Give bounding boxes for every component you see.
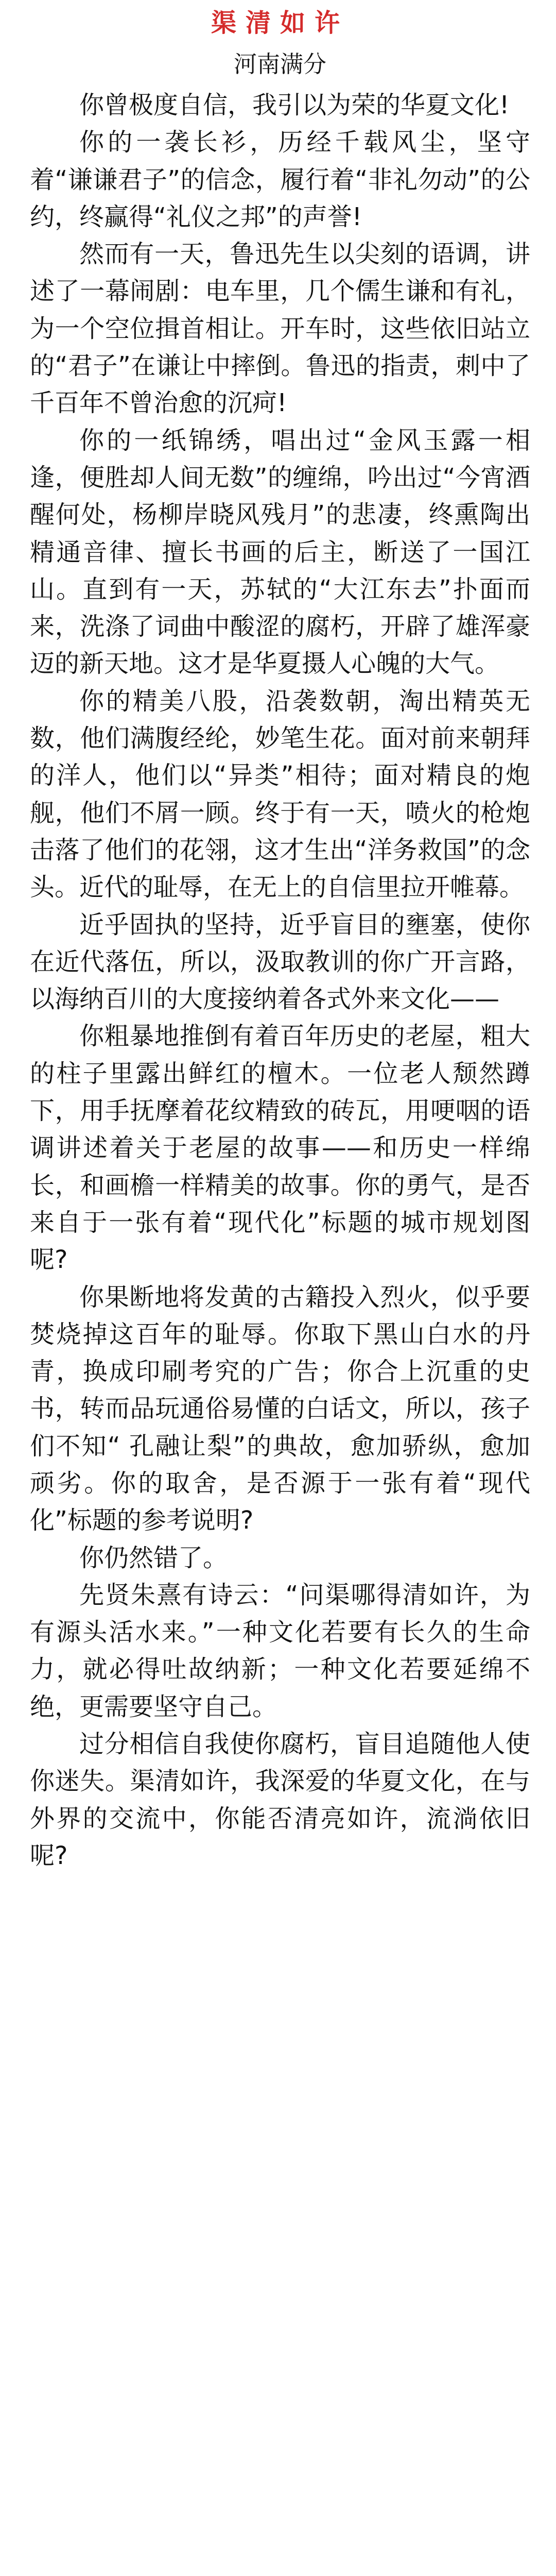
paragraph: 先贤朱熹有诗云：“问渠哪得清如许，为有源头活水来。”一种文化若要有长久的生命力，就必得吐故纳新；一种文化若要延绵不绝，更需要坚守自己。 xyxy=(30,1580,530,1721)
article-title: 渠清如许 xyxy=(211,8,349,38)
article-author: 河南满分 xyxy=(233,50,326,78)
paragraph: 你粗暴地推倒有着百年历史的老屋，粗大的柱子里露出鲜红的檀木。一位老人颓然蹲下，用手抚摩着花纹精致的砖瓦，用哽咽的语调讲述着关于老屋的故事——和历史一样绵长，和画檐一样精美的故事。你的勇气，是否来自于一张有着“现代化”标题的城市规划图呢? xyxy=(30,1022,530,1275)
paragraph: 你仍然错了。 xyxy=(79,1543,228,1572)
paragraph: 过分相信自我使你腐朽，盲目追随他人使你迷失。渠清如许，我深爱的华夏文化，在与外界的交流中，你能否清亮如许，流淌依旧呢? xyxy=(30,1730,530,1870)
paragraph: 你的精美八股，沿袭数朝，淘出精英无数，他们满腹经纶，妙笔生花。面对前来朝拜的洋人，他们以“异类”相待；面对精良的炮舰，他们不屑一顾。终于有一天，喷火的枪炮击落了他们的花翎，这才生出“洋务救国”的念头。近代的耻辱，在无上的自信里拉开帷幕。 xyxy=(30,686,530,902)
paragraph: 你曾极度自信，我引以为荣的华夏文化! xyxy=(79,91,510,120)
paragraph: 近乎固执的坚持，近乎盲目的壅塞，使你在近代落伍，所以，汲取教训的你广开言路，以海纳百川的大度接纳着各式外来文化—— xyxy=(30,910,530,1014)
paragraph: 然而有一天，鲁迅先生以尖刻的语调，讲述了一幕闹剧：电车里，几个儒生谦和有礼，为一个空位揖首相让。开车时，这些依旧站立的“君子”在谦让中摔倒。鲁迅的指责，刺中了千百年不曾治愈的沉疴! xyxy=(30,240,530,418)
paragraph: 你的一袭长衫，历经千载风尘，坚守着“谦谦君子”的信念，履行着“非礼勿动”的公约，终赢得“礼仪之邦”的声誉! xyxy=(30,128,530,231)
paragraph: 你果断地将发黄的古籍投入烈火，似乎要焚烧掉这百年的耻辱。你取下黑山白水的丹青，换成印刷考究的广告；你合上沉重的史书，转而品玩通俗易懂的白话文，所以，孩子们不知“ 孔融让梨”的典故，愈加骄纵，愈加顽劣。你的取舍，是否源于一张有着“现代化”标题的参考说明? xyxy=(30,1282,530,1535)
paragraph: 你的一纸锦绣，唱出过“金风玉露一相逢，便胜却人间无数”的缠绵，吟出过“今宵酒醒何处，杨柳岸晓风残月”的悲凄，终熏陶出精通音律、擅长书画的后主，断送了一国江山。直到有一天，苏轼的“大江东去”扑面而来，洗涤了词曲中酸涩的腐朽，开辟了雄浑豪迈的新天地。这才是华夏摄人心魄的大气。 xyxy=(30,426,530,679)
